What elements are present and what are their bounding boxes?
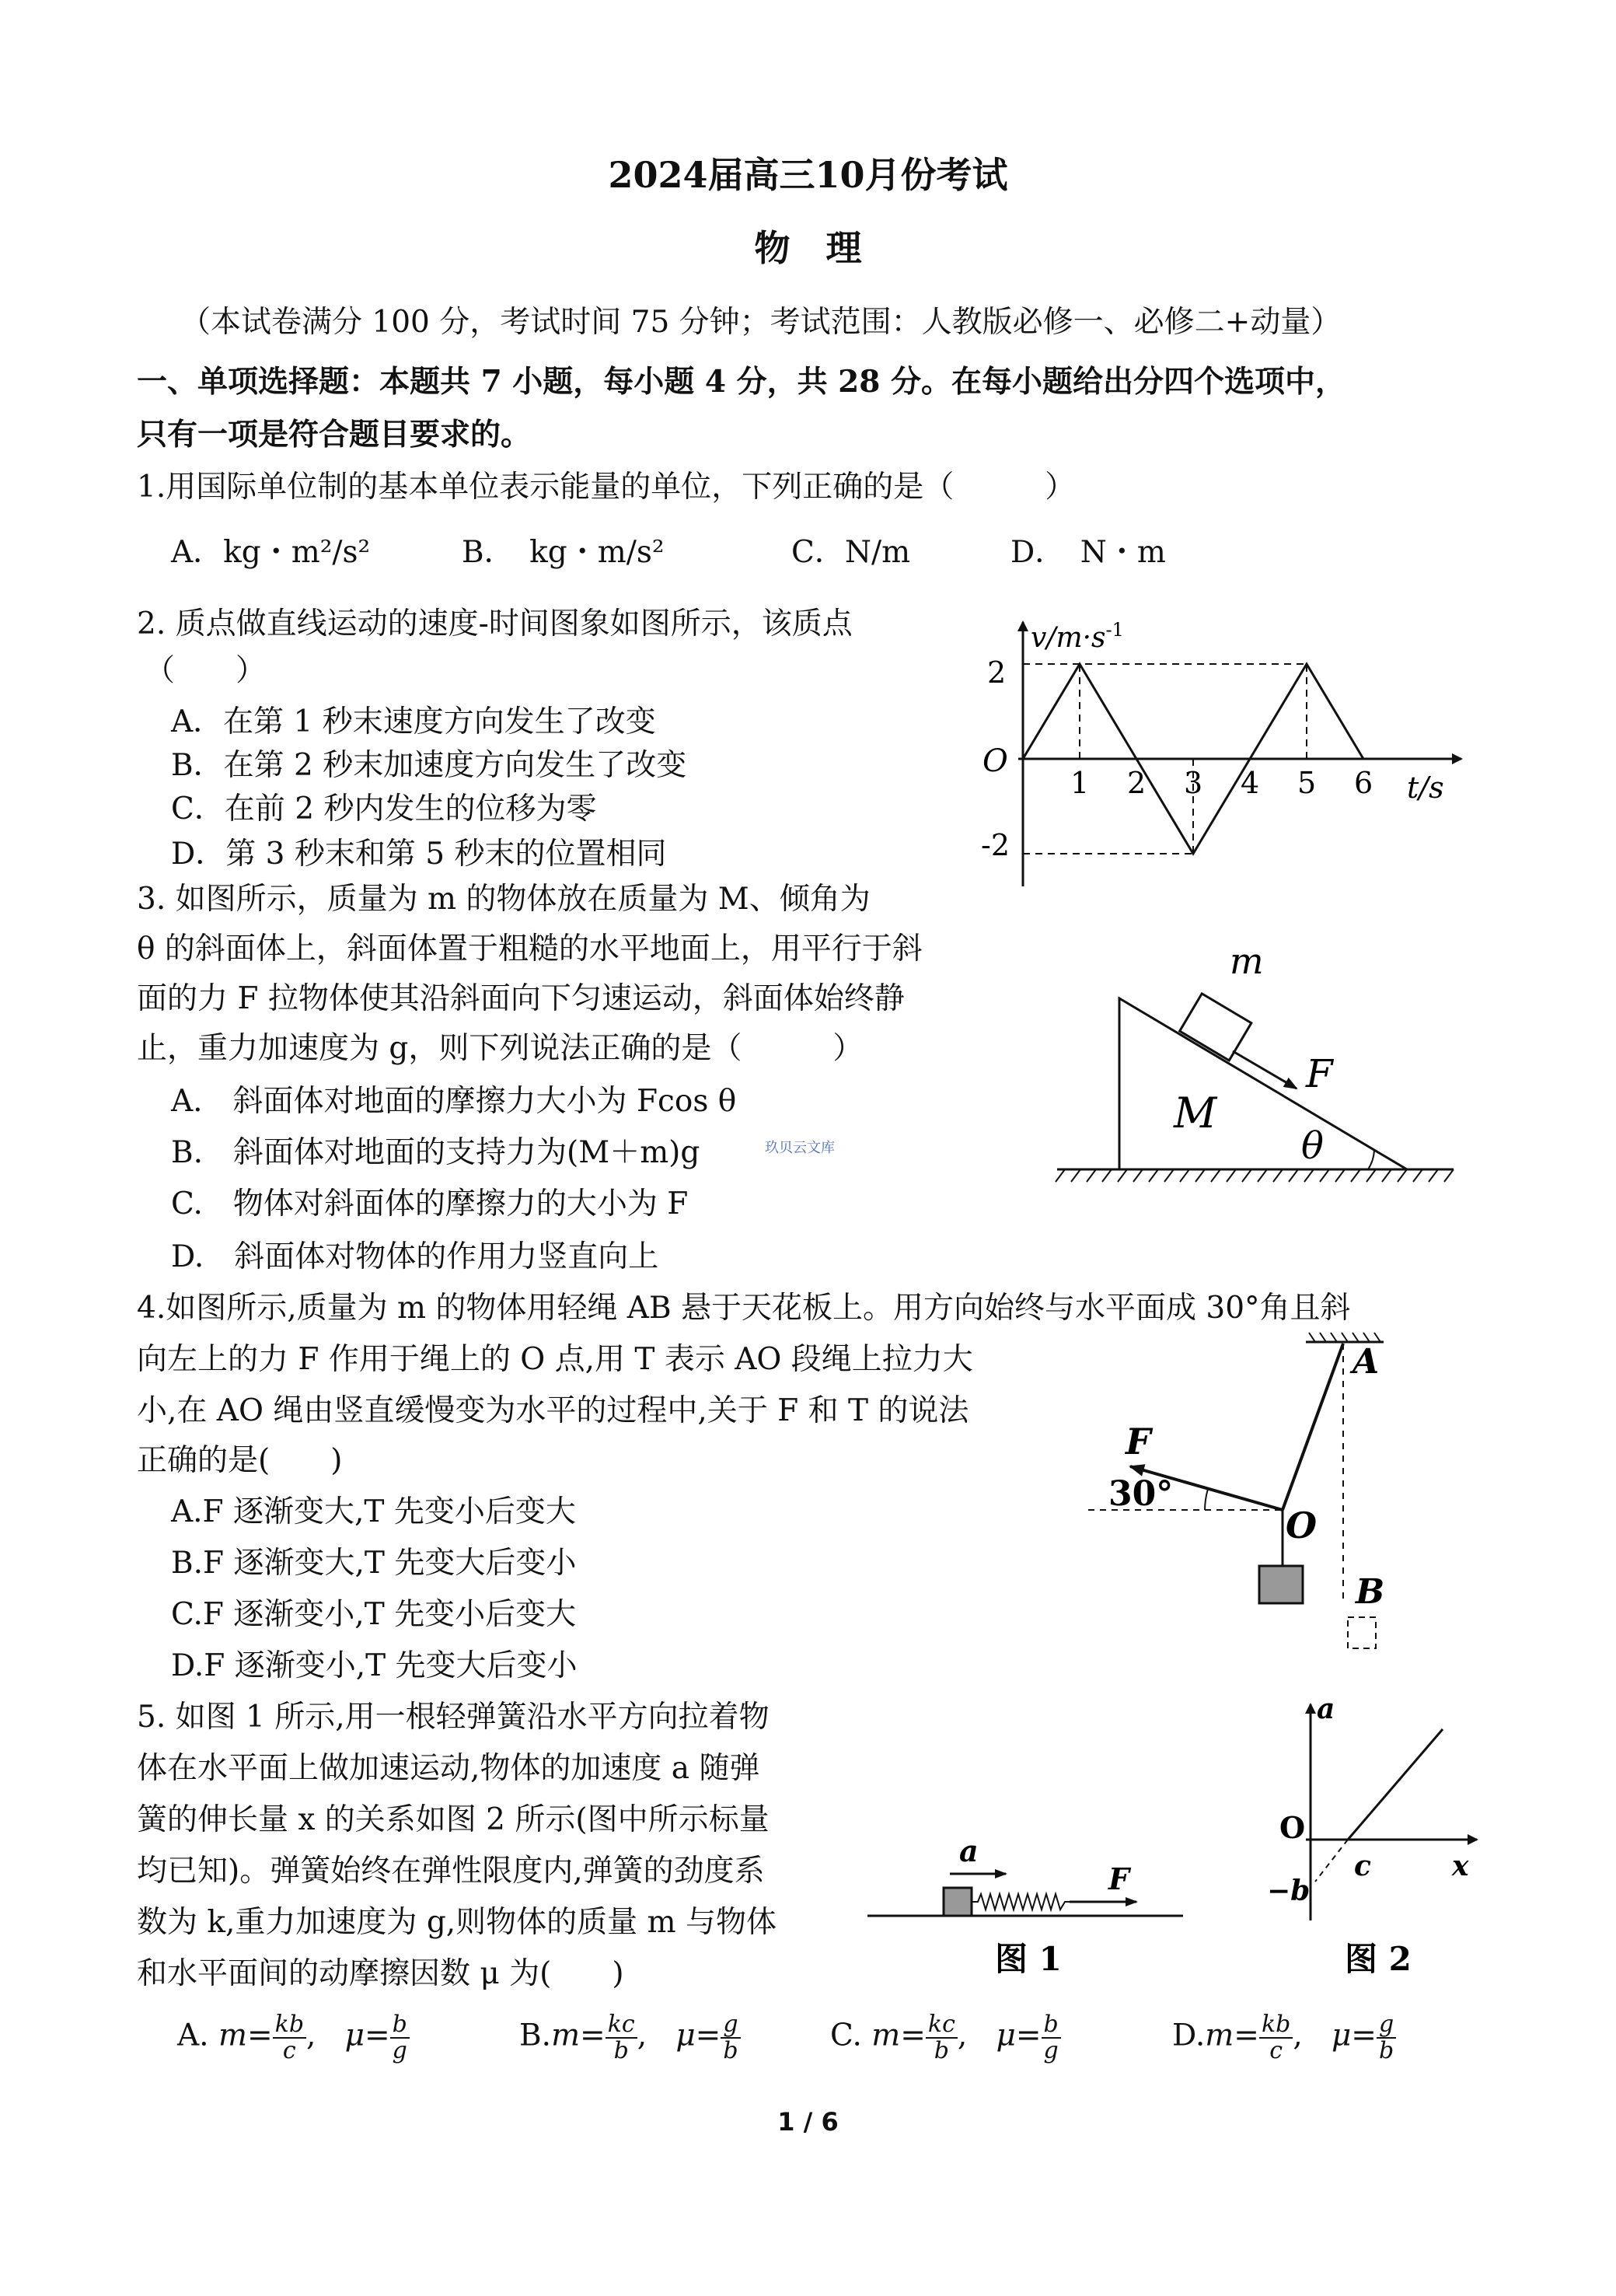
- q2-stem: 2. 质点做直线运动的速度-时间图象如图所示，该质点: [137, 606, 853, 641]
- q2-option-c: C．在前 2 秒内发生的位移为零: [171, 792, 597, 826]
- q5-a-m-den: c: [282, 2036, 296, 2064]
- q4-option-b: B.F 逐渐变大,T 先变大后变小: [171, 1546, 577, 1581]
- q2-stem-paren: （ ）: [145, 653, 267, 688]
- q4-option-c: C.F 逐渐变小,T 先变小后变大: [171, 1597, 577, 1632]
- q1-option-b: B． kg・m/s²: [462, 535, 665, 570]
- q2-xlabel: t/s: [1407, 771, 1444, 805]
- q5-fig2-c: c: [1354, 1850, 1371, 1882]
- hanging-mass: [1259, 1566, 1303, 1603]
- q5-b-mu-den: b: [723, 2036, 738, 2064]
- q5-a-x-line: [1348, 1729, 1443, 1840]
- q5-d-m-num: kb: [1259, 2012, 1293, 2039]
- q5-c-m-den: b: [934, 2036, 950, 2064]
- q4-label-o: O: [1286, 1504, 1318, 1546]
- q5-c-mu-den: g: [1043, 2036, 1059, 2064]
- q5-option-c: C. m= $\frac{kc}{b}$ , μ= $\frac{b}{g}$: [830, 2012, 1061, 2063]
- q5-a-m-num: kb: [273, 2012, 306, 2039]
- q4-option-d: D.F 逐渐变小,T 先变大后变小: [171, 1648, 578, 1683]
- q5-b-mu-num: g: [721, 2012, 740, 2039]
- q5-option-b: B.m= $\frac{kc}{b}$ , μ= $\frac{g}{b}$: [519, 2012, 741, 2063]
- q4-rope-figure: [1088, 1330, 1461, 1656]
- q2-ylabel-sup: -1: [1105, 619, 1124, 641]
- q5-option-a: A. m= $\frac{kb}{c}$ , μ= $\frac{b}{g}$: [177, 2012, 410, 2063]
- force-f-arrow: [1233, 1051, 1297, 1089]
- q2-option-b: B．在第 2 秒末加速度方向发生了改变: [171, 748, 687, 783]
- q5-d-letter: D.: [1172, 2018, 1206, 2053]
- spring-block: [944, 1888, 972, 1916]
- q1-stem: 1.用国际单位制的基本单位表示能量的单位，下列正确的是（ ）: [137, 470, 1076, 505]
- q5-stem-4: 均已知)。弹簧始终在弹性限度内,弹簧的劲度系: [137, 1854, 765, 1889]
- q5-fig1-spring: [863, 1812, 1189, 1983]
- q5-fig1-a: a: [959, 1833, 979, 1868]
- q1-option-d: D． N・m: [1010, 535, 1166, 570]
- q3-stem-1: 3. 如图所示，质量为 m 的物体放在质量为 M、倾角为: [137, 882, 871, 917]
- q1-option-c: C．N/m: [791, 535, 911, 570]
- q5-fig1-f: F: [1108, 1861, 1129, 1896]
- q2-xtick-label: 3: [1184, 766, 1203, 800]
- q4-label-b: B: [1356, 1572, 1385, 1612]
- q5-stem-3: 簧的伸长量 x 的关系如图 2 所示(图中所示标量: [137, 1802, 770, 1837]
- q3-stem-3: 面的力 F 拉物体使其沿斜面向下匀速运动，斜面体始终静: [137, 981, 905, 1016]
- q5-stem-1: 5. 如图 1 所示,用一根轻弹簧沿水平方向拉着物: [137, 1700, 770, 1735]
- q2-vt-graph: [972, 614, 1469, 894]
- q3-option-c: C. 物体对斜面体的摩擦力的大小为 F: [171, 1186, 689, 1221]
- q5-d-mu-num: g: [1377, 2012, 1396, 2039]
- exam-title: 2024届高三10月份考试: [608, 154, 1008, 196]
- label-f: F: [1306, 1051, 1333, 1096]
- q5-c-mu-num: b: [1042, 2012, 1061, 2039]
- q5-stem-6: 和水平面间的动摩擦因数 μ 为( ): [137, 1956, 624, 1991]
- q5-fig2-a: a: [1317, 1693, 1335, 1725]
- q5-fig2-negb: −b: [1267, 1875, 1311, 1907]
- q4-stem-1: 4.如图所示,质量为 m 的物体用轻绳 AB 悬于天花板上。用方向始终与水平面成 30°角且斜: [137, 1291, 1351, 1326]
- q4-stem-4: 正确的是( ): [137, 1443, 343, 1478]
- q5-fig1-caption: 图 1: [995, 1940, 1062, 1978]
- subject-title: 物 理: [754, 227, 862, 269]
- q5-a-mu-num: b: [390, 2012, 410, 2039]
- incline-wedge: [1119, 998, 1407, 1169]
- q2-xtick-label: 4: [1241, 766, 1260, 800]
- q3-option-b: B. 斜面体对地面的支持力为(M＋m)g: [171, 1135, 700, 1170]
- q5-fig2-o: O: [1279, 1810, 1306, 1845]
- q5-d-mu-den: b: [1378, 2036, 1394, 2064]
- q5-stem-2: 体在水平面上做加速运动,物体的加速度 a 随弹: [137, 1751, 760, 1786]
- watermark-logo: 玖贝云文库: [765, 1140, 835, 1156]
- q3-stem-4: 止，重力加速度为 g，则下列说法正确的是（ ）: [137, 1031, 864, 1066]
- svg-text:v/m·s-1: [1031, 619, 1124, 654]
- q2-xtick-label: 1: [1070, 766, 1090, 800]
- q3-option-a: A. 斜面体对地面的摩擦力大小为 Fcos θ: [171, 1084, 737, 1119]
- q4-label-a: A: [1352, 1342, 1380, 1382]
- q1-option-a: A．kg・m²/s²: [171, 535, 371, 570]
- q4-option-a: A.F 逐渐变大,T 先变小后变大: [171, 1494, 576, 1529]
- block-m: [1180, 994, 1251, 1061]
- q5-c-m-num: kc: [926, 2012, 958, 2039]
- q2-option-d: D．第 3 秒末和第 5 秒末的位置相同: [171, 837, 667, 872]
- section-heading: 一、单项选择题：本题共 7 小题，每小题 4 分，共 28 分。在每小题给出分四个选项中，: [137, 364, 1346, 400]
- q5-a-mu-den: g: [392, 2036, 407, 2064]
- q4-label-angle: 30°: [1108, 1474, 1174, 1514]
- q2-xtick-label: 2: [1127, 766, 1147, 800]
- q5-b-m-num: kc: [606, 2012, 637, 2039]
- q5-b-m-den: b: [613, 2036, 629, 2064]
- q2-xtick-label: 5: [1297, 766, 1317, 800]
- q2-xtick-label: 6: [1354, 766, 1373, 800]
- q5-a-letter: A.: [177, 2018, 218, 2053]
- rope-ao: [1283, 1344, 1343, 1510]
- label-m: m: [1230, 940, 1264, 982]
- label-big-m: M: [1174, 1089, 1217, 1138]
- q5-fig2-graph: [1251, 1695, 1485, 1983]
- q2-origin-label: O: [983, 743, 1008, 779]
- label-theta: θ: [1301, 1124, 1324, 1168]
- spring: [972, 1894, 1070, 1910]
- page-number: 1 / 6: [777, 2107, 839, 2137]
- q4-label-f: F: [1126, 1421, 1151, 1463]
- q5-c-letter: C.: [830, 2018, 872, 2053]
- q5-fig2-caption: 图 2: [1345, 1940, 1412, 1978]
- q4-stem-3: 小,在 AO 绳由竖直缓慢变为水平的过程中,关于 F 和 T 的说法: [137, 1393, 969, 1428]
- q3-incline-figure: [1049, 941, 1461, 1190]
- q2-ytick-pos: 2: [987, 655, 1007, 690]
- q5-option-d: D.m= $\frac{kb}{c}$ , μ= $\frac{g}{b}$: [1172, 2012, 1396, 2063]
- q2-option-a: A．在第 1 秒末速度方向发生了改变: [171, 704, 656, 739]
- q2-ytick-neg: -2: [981, 828, 1010, 862]
- q5-d-m-den: c: [1269, 2036, 1283, 2064]
- q3-stem-2: θ 的斜面体上，斜面体置于粗糙的水平地面上，用平行于斜: [137, 931, 923, 966]
- q5-b-letter: B.: [519, 2018, 552, 2053]
- section-heading-2: 只有一项是符合题目要求的。: [137, 417, 532, 453]
- q5-stem-5: 数为 k,重力加速度为 g,则物体的质量 m 与物体: [137, 1905, 777, 1940]
- exam-note: （本试卷满分 100 分，考试时间 75 分钟；考试范围：人教版必修一、必修二+动量）: [180, 305, 1342, 340]
- q3-option-d: D. 斜面体对物体的作用力竖直向上: [171, 1239, 659, 1274]
- q5-fig2-x: x: [1452, 1850, 1469, 1882]
- q2-ylabel: v/m·s: [1031, 622, 1106, 654]
- q4-stem-2: 向左上的力 F 作用于绳上的 O 点,用 T 表示 AO 段绳上拉力大: [137, 1342, 973, 1377]
